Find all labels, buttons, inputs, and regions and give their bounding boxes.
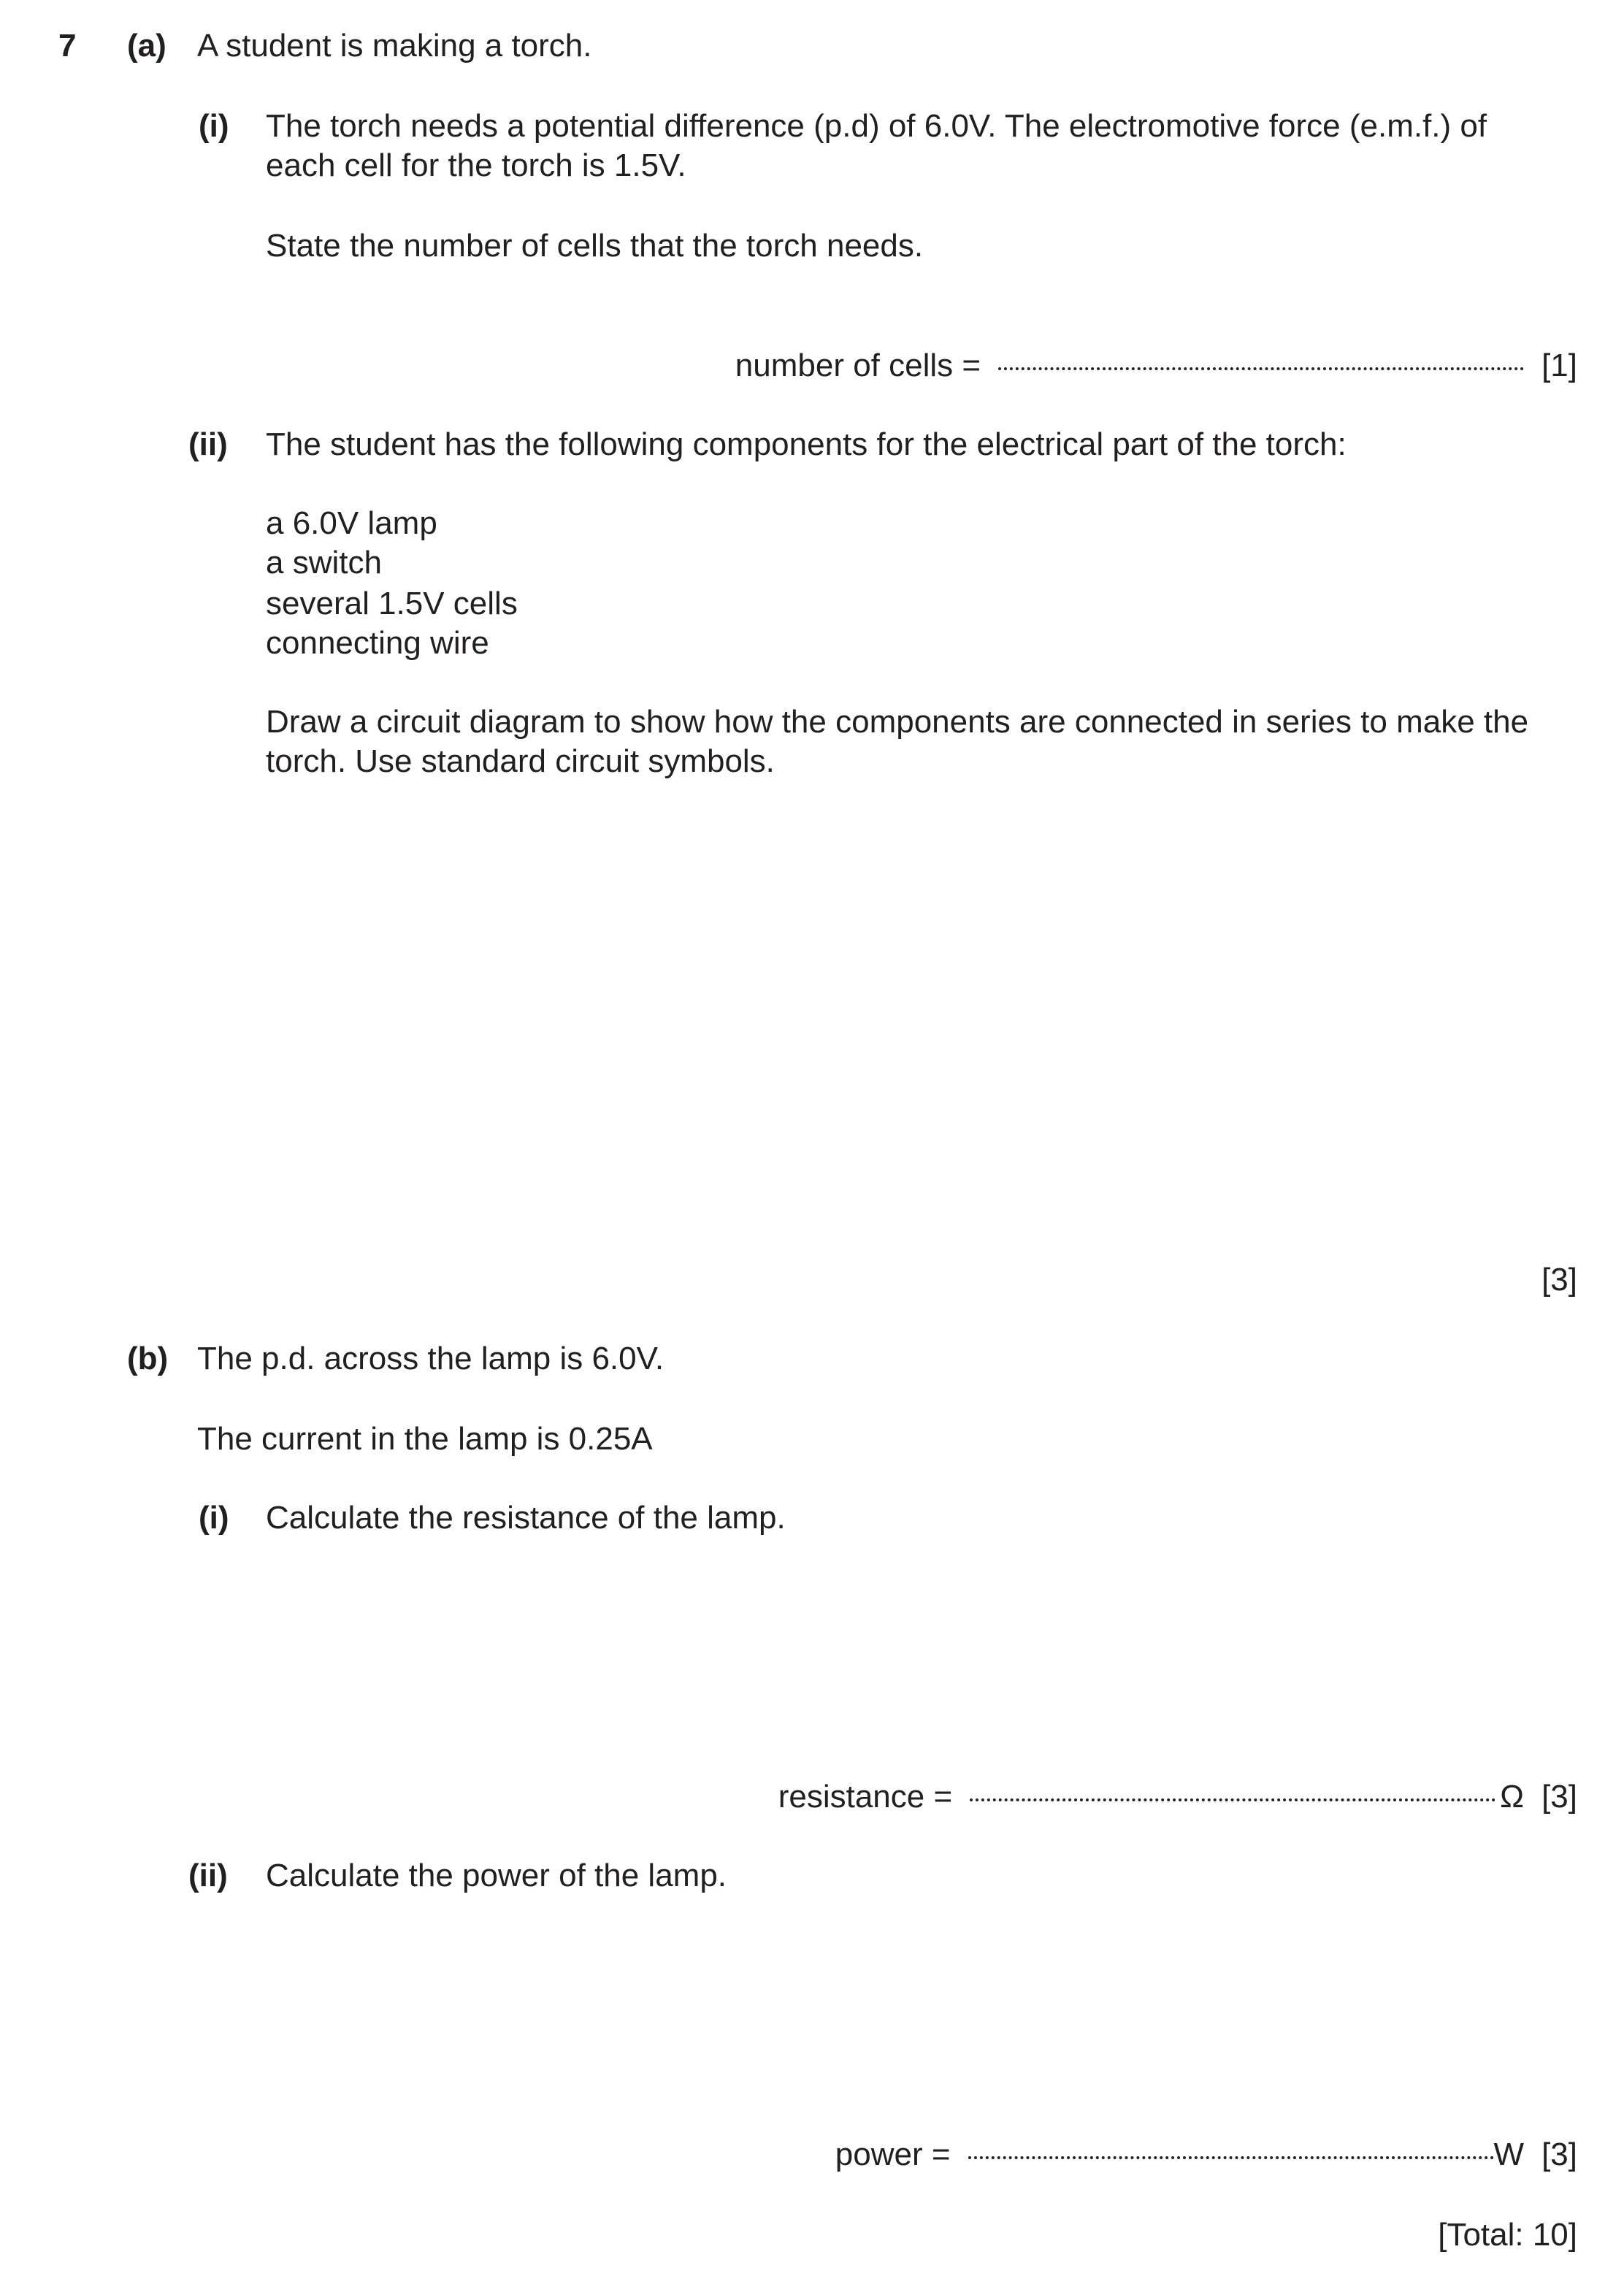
component-item: connecting wire (266, 625, 489, 661)
part-a-ii-label: (ii) (188, 426, 228, 462)
component-item: several 1.5V cells (266, 586, 518, 621)
total-marks: [Total: 10] (1438, 2217, 1577, 2253)
part-b-i-label: (i) (199, 1500, 229, 1536)
part-a-ii-instruction-line2: torch. Use standard circuit symbols. (266, 743, 775, 779)
marks-b-i: [3] (1541, 1779, 1577, 1815)
part-b-ii-label: (ii) (188, 1858, 228, 1893)
circuit-drawing-area[interactable] (266, 809, 1577, 1254)
marks-a-ii: [3] (1541, 1262, 1577, 1298)
answer-line-power (835, 2135, 1577, 2175)
answer-label-power: power = (835, 2137, 951, 2172)
answer-line-number-of-cells (735, 346, 1577, 386)
component-item: a 6.0V lamp (266, 505, 437, 541)
answer-line-resistance (778, 1777, 1577, 1817)
part-b-label: (b) (127, 1341, 169, 1376)
question-number: 7 (58, 28, 77, 64)
part-b-stem1: The p.d. across the lamp is 6.0V. (197, 1341, 664, 1376)
answer-label-number-of-cells: number of cells = (735, 348, 981, 383)
part-a-stem: A student is making a torch. (197, 28, 592, 64)
part-a-label: (a) (127, 28, 166, 64)
part-a-ii-intro: The student has the following components for the electrical part of the torch: (266, 426, 1347, 462)
part-a-i-text-line2: each cell for the torch is 1.5V. (266, 147, 686, 183)
answer-field-number-of-cells[interactable] (998, 367, 1524, 370)
part-a-i-text-line1: The torch needs a potential difference (p.d) of 6.0V. The electromotive force (e.m.f.) of (266, 108, 1487, 144)
part-a-i-prompt: State the number of cells that the torch needs. (266, 228, 924, 264)
part-a-i-label: (i) (199, 108, 229, 144)
answer-field-power[interactable] (968, 2156, 1494, 2159)
unit-watt: W (1493, 2137, 1525, 2172)
answer-label-resistance: resistance = (778, 1779, 953, 1815)
component-item: a switch (266, 545, 382, 581)
part-a-ii-instruction-line1: Draw a circuit diagram to show how the components are connected in series to make the (266, 704, 1529, 740)
part-b-ii-prompt: Calculate the power of the lamp. (266, 1858, 727, 1893)
answer-field-resistance[interactable] (970, 1798, 1495, 1801)
unit-ohm: Ω (1500, 1779, 1525, 1815)
part-b-stem2: The current in the lamp is 0.25A (197, 1421, 653, 1457)
marks-a-i: [1] (1541, 348, 1577, 383)
marks-b-ii: [3] (1541, 2137, 1577, 2172)
part-b-i-prompt: Calculate the resistance of the lamp. (266, 1500, 786, 1536)
